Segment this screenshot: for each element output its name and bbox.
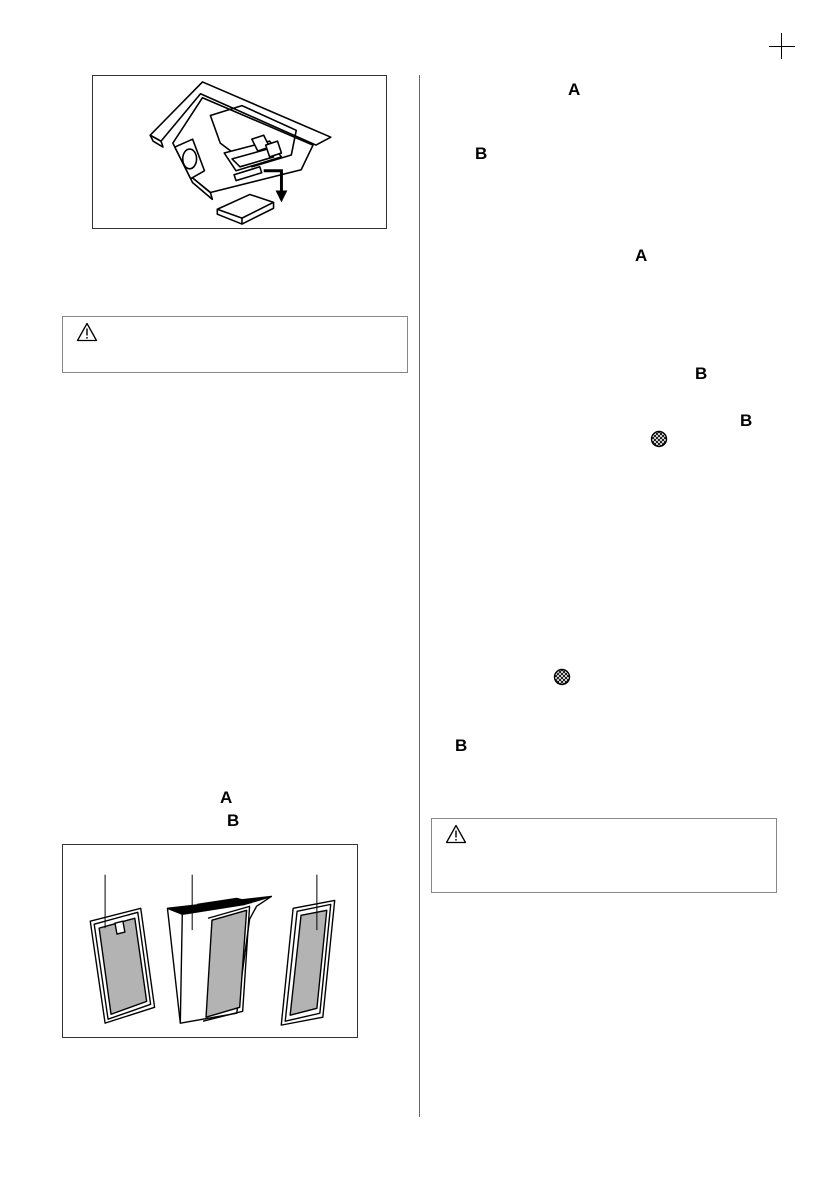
hood-illustration (93, 76, 386, 228)
label-a-right-1: A (568, 80, 581, 99)
label-b-right-4: B (455, 736, 468, 755)
crosshatch-circle-icon (553, 668, 571, 686)
label-a-left: A (220, 788, 233, 807)
crosshatch-circle-icon (650, 430, 668, 448)
label-b-right-1: B (475, 144, 488, 163)
label-a-right-2: A (635, 246, 648, 265)
carbon-filters-figure (62, 844, 358, 1038)
warning-box-right (431, 818, 777, 893)
label-b-right-2: B (695, 364, 708, 383)
warning-box-left (62, 316, 408, 373)
warning-triangle-icon (76, 322, 98, 342)
warning-triangle-icon (445, 824, 467, 844)
column-divider (419, 75, 420, 1117)
label-b-right-3: B (740, 411, 753, 430)
hood-filter-removal-figure (92, 75, 387, 229)
filters-illustration (63, 845, 357, 1037)
crop-mark-horizontal (769, 46, 795, 47)
label-b-left: B (227, 811, 240, 830)
